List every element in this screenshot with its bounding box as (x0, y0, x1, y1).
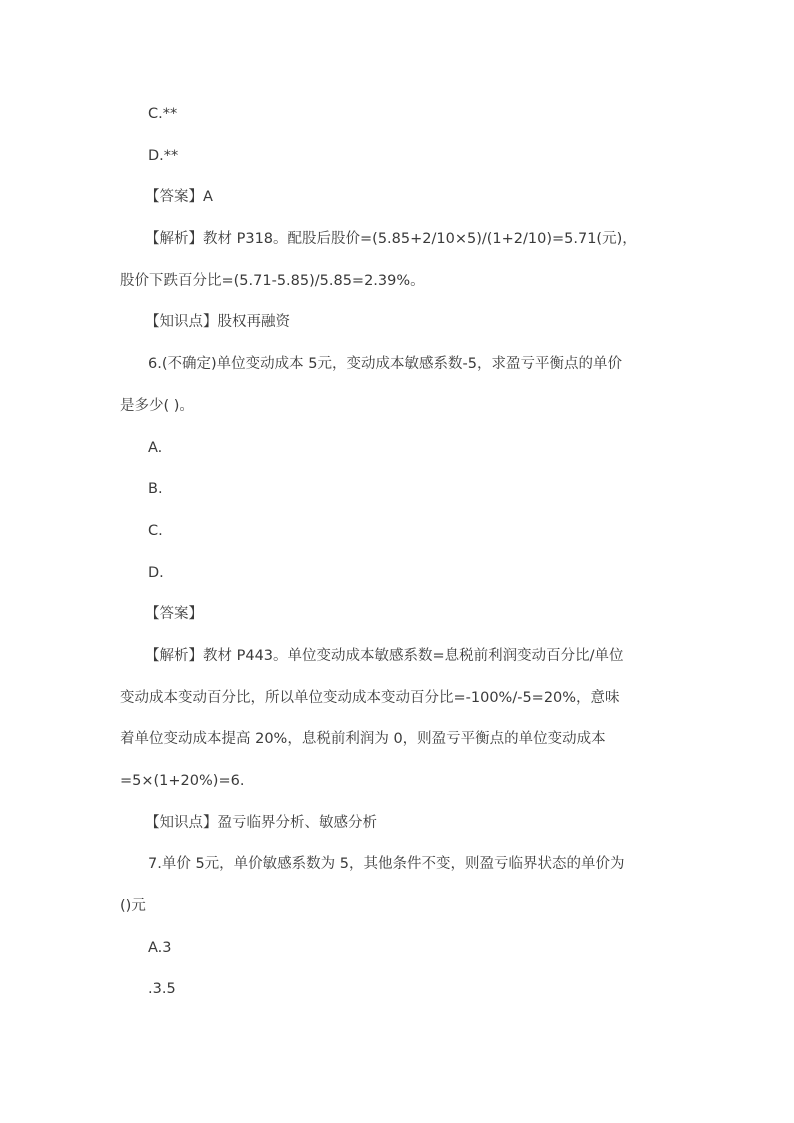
q6-analysis-line: 【解析】教材 P443。单位变动成本敏感系数=息税前利润变动百分比/单位 (145, 647, 624, 664)
q5-option-d: D.** (148, 147, 179, 164)
q7-question-line: ()元 (120, 898, 146, 915)
q6-option-d: D. (148, 564, 164, 581)
q6-question-line: 是多少( )。 (120, 397, 194, 414)
q6-option-a: A. (148, 439, 163, 456)
q5-analysis-line: 【解析】教材 P318。配股后股价=(5.85+2/10×5)/(1+2/10)=5.71(元)， (145, 231, 637, 248)
q5-answer: 【答案】A (145, 189, 213, 206)
q6-option-c: C. (148, 522, 163, 539)
q5-option-c: C.** (148, 106, 178, 122)
document-page (120, 94, 680, 1011)
q6-analysis-line: 着单位变动成本提高 20%，息税前利润为 0，则盈亏平衡点的单位变动成本 (120, 731, 606, 748)
q7-option-a: A.3 (148, 939, 172, 956)
q6-analysis-line: 变动成本变动百分比，所以单位变动成本变动百分比=-100%/-5=20%，意味 (120, 689, 620, 706)
q5-analysis-line: 股价下跌百分比=(5.71-5.85)/5.85=2.39%。 (120, 272, 425, 289)
q6-answer: 【答案】 (145, 606, 203, 623)
q7-option-b: .3.5 (148, 981, 176, 998)
q5-knowledge: 【知识点】股权再融资 (145, 314, 290, 331)
q6-option-b: B. (148, 481, 163, 498)
q7-question-line: 7.单价 5元，单价敏感系数为 5，其他条件不变，则盈亏临界状态的单价为 (148, 856, 625, 873)
q6-knowledge: 【知识点】盈亏临界分析、敏感分析 (145, 814, 377, 831)
q6-analysis-line: =5×(1+20%)=6. (120, 773, 245, 789)
q6-question-line: 6.(不确定)单位变动成本 5元，变动成本敏感系数-5，求盈亏平衡点的单价 (148, 356, 622, 373)
